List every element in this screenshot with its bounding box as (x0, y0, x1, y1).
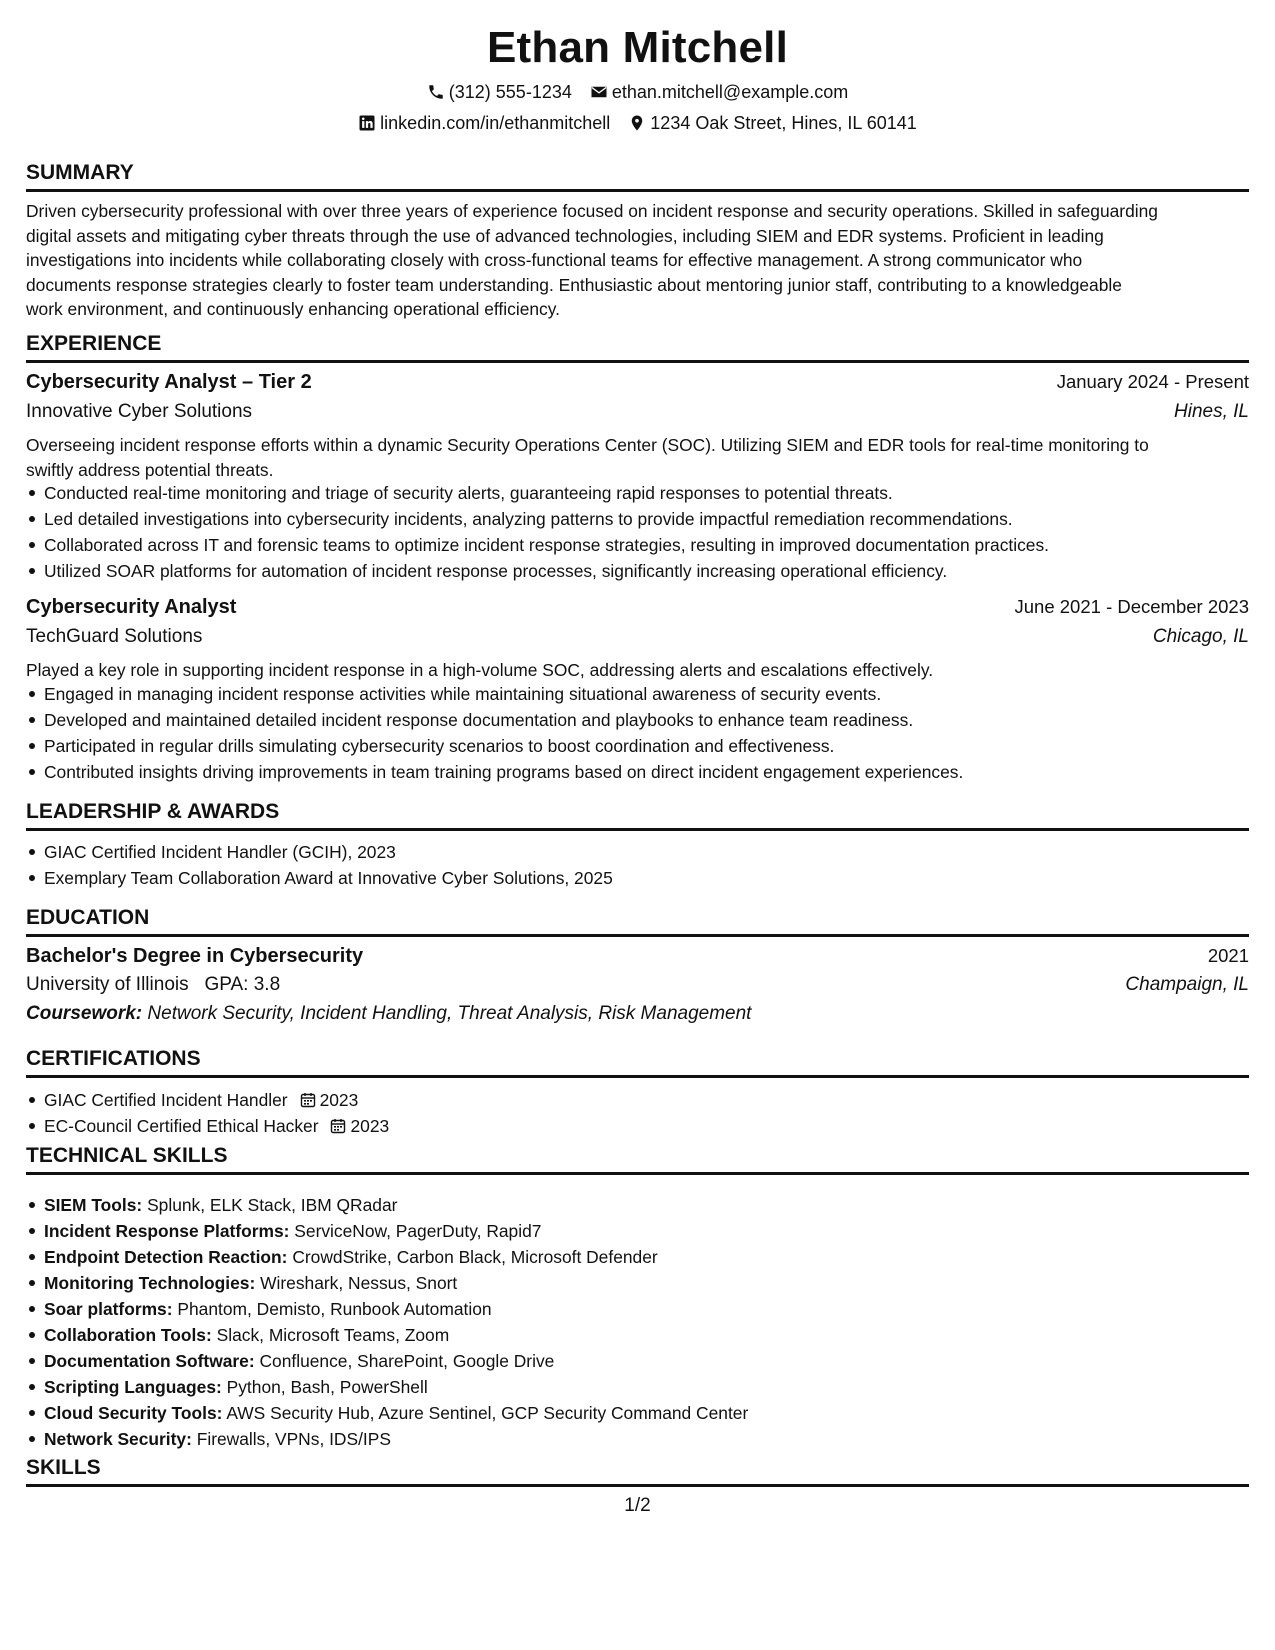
email-link[interactable]: ethan.mitchell@example.com (611, 82, 849, 102)
technical-skills-list (26, 1192, 1249, 1452)
phone-contact (427, 80, 572, 104)
skill-value: Confluence, SharePoint, Google Drive (259, 1351, 555, 1371)
award-item: GIAC Certified Incident Handler (GCIH), 2023 (26, 839, 1249, 865)
job-description-line: Played a key role in supporting incident response in a high-volume SOC, addressing alerts and escalations effectively. (26, 660, 934, 680)
summary-text (26, 199, 1249, 322)
job-description (26, 433, 1249, 482)
skill-item (26, 1400, 1249, 1426)
skill-label: Documentation Software: (44, 1351, 255, 1371)
graduation-year: 2021 (1207, 945, 1249, 966)
job-title: Cybersecurity Analyst – Tier 2 (26, 371, 312, 393)
certifications-list (26, 1087, 1249, 1139)
contact-row-2 (26, 111, 1249, 135)
skill-item (26, 1348, 1249, 1374)
phone-icon (427, 83, 445, 101)
certification-name: EC-Council Certified Ethical Hacker (44, 1116, 319, 1136)
summary-line: digital assets and mitigating cyber threats through the use of advanced technologies, including SIEM and EDR systems. Proficient in leading (26, 225, 1104, 246)
address-contact (628, 111, 917, 135)
experience-heading: EXPERIENCE (26, 331, 1249, 363)
coursework-label: Coursework: (26, 1003, 143, 1024)
candidate-name: Ethan Mitchell (486, 23, 789, 72)
skill-value: Python, Bash, PowerShell (226, 1377, 428, 1397)
job-description (26, 658, 1249, 683)
skill-value: CrowdStrike, Carbon Black, Microsoft Defender (292, 1247, 658, 1267)
skill-item (26, 1244, 1249, 1270)
gpa: GPA: 3.8 (204, 974, 281, 995)
job-company: Innovative Cyber Solutions (26, 401, 253, 422)
job-location: Hines, IL (1174, 401, 1249, 422)
job-dates: January 2024 - Present (1056, 371, 1249, 392)
calendar-icon (330, 1118, 346, 1134)
skills-heading: SKILLS (26, 1455, 1249, 1487)
skill-label: Cloud Security Tools: (44, 1403, 223, 1423)
job-bullet: Conducted real-time monitoring and triage of security alerts, guaranteeing rapid responses to potential threats. (26, 480, 1249, 506)
skill-value: AWS Security Hub, Azure Sentinel, GCP Security Command Center (226, 1403, 749, 1423)
certification-year: 2023 (319, 1090, 359, 1110)
skill-value: Splunk, ELK Stack, IBM QRadar (147, 1195, 398, 1215)
summary-heading: SUMMARY (26, 160, 1249, 192)
school-name: University of Illinois (26, 974, 189, 995)
summary-line: investigations into incidents while collaborating closely with cross-functional teams for effective management. A strong communicator who (26, 250, 1083, 270)
certification-item (26, 1087, 1249, 1113)
job-description-line: Overseeing incident response efforts within a dynamic Security Operations Center (SOC). Utilizing SIEM and EDR tools for real-time monitoring to (26, 435, 1149, 455)
leadership-heading: LEADERSHIP & AWARDS (26, 799, 1249, 831)
skill-item (26, 1426, 1249, 1452)
skill-label: Endpoint Detection Reaction: (44, 1247, 288, 1267)
resume-page (26, 0, 1249, 1650)
job-description-line: swiftly address potential threats. (26, 459, 274, 480)
school-line (26, 972, 280, 998)
skill-label: Scripting Languages: (44, 1377, 222, 1397)
certification-year: 2023 (350, 1116, 390, 1136)
summary-line: work environment, and continuously enhancing operational efficiency. (26, 299, 560, 319)
skill-item (26, 1296, 1249, 1322)
certification-item (26, 1113, 1249, 1139)
job-bullets (26, 681, 1249, 785)
degree-title: Bachelor's Degree in Cybersecurity (26, 945, 364, 967)
award-item: Exemplary Team Collaboration Award at Innovative Cyber Solutions, 2025 (26, 865, 1249, 891)
job-bullet: Contributed insights driving improvements in team training programs based on direct incident engagement experiences. (26, 759, 1249, 785)
skill-label: Incident Response Platforms: (44, 1221, 290, 1241)
linkedin-link[interactable]: linkedin.com/in/ethanmitchell (380, 113, 611, 133)
job-bullet: Utilized SOAR platforms for automation of incident response processes, significantly increasing operational efficiency. (26, 558, 1249, 584)
summary-line: Driven cybersecurity professional with over three years of experience focused on incident response and security operations. Skilled in safeguarding (26, 201, 1158, 221)
job-company: TechGuard Solutions (26, 626, 203, 647)
calendar-icon (300, 1092, 316, 1108)
linkedin-icon (358, 114, 376, 132)
skill-value: ServiceNow, PagerDuty, Rapid7 (294, 1221, 542, 1241)
leadership-list (26, 839, 1249, 891)
job-bullet: Collaborated across IT and forensic teams to optimize incident response strategies, resulting in improved documentation practices. (26, 532, 1249, 558)
skill-label: Monitoring Technologies: (44, 1273, 256, 1293)
school-location: Champaign, IL (1125, 974, 1249, 995)
skill-label: Soar platforms: (44, 1299, 173, 1319)
job-bullet: Participated in regular drills simulating cybersecurity scenarios to boost coordination and effectiveness. (26, 733, 1249, 759)
skill-value: Slack, Microsoft Teams, Zoom (216, 1325, 450, 1345)
envelope-icon (590, 83, 608, 101)
job-bullet: Led detailed investigations into cybersecurity incidents, analyzing patterns to provide impactful remediation recommendations. (26, 506, 1249, 532)
job-bullets (26, 480, 1249, 584)
skill-value: Wireshark, Nessus, Snort (260, 1273, 458, 1293)
skill-value: Firewalls, VPNs, IDS/IPS (196, 1429, 391, 1449)
certification-name: GIAC Certified Incident Handler (44, 1090, 288, 1110)
skill-item (26, 1218, 1249, 1244)
map-pin-icon (628, 114, 646, 132)
job-dates: June 2021 - December 2023 (1014, 596, 1249, 617)
skill-value: Phantom, Demisto, Runbook Automation (177, 1299, 492, 1319)
job-bullet: Developed and maintained detailed incident response documentation and playbooks to enhance team readiness. (26, 707, 1249, 733)
summary-line: documents response strategies clearly to foster team understanding. Enthusiastic about mentoring junior staff, contributing to a knowledgeable (26, 274, 1122, 295)
skill-item (26, 1192, 1249, 1218)
skill-item (26, 1374, 1249, 1400)
job-bullet: Engaged in managing incident response activities while maintaining situational awareness of security events. (26, 681, 1249, 707)
email-contact[interactable] (590, 80, 848, 104)
phone-text: (312) 555-1234 (448, 82, 572, 102)
certifications-heading: CERTIFICATIONS (26, 1046, 1249, 1078)
coursework-list: Network Security, Incident Handling, Threat Analysis, Risk Management (147, 1003, 752, 1024)
coursework-line (26, 1001, 751, 1027)
linkedin-contact[interactable] (358, 111, 610, 135)
skill-label: Collaboration Tools: (44, 1325, 212, 1345)
technical-skills-heading: TECHNICAL SKILLS (26, 1143, 1249, 1175)
skill-item (26, 1270, 1249, 1296)
skill-label: Network Security: (44, 1429, 192, 1449)
page-number: 1/2 (624, 1495, 651, 1516)
education-heading: EDUCATION (26, 905, 1249, 937)
skill-label: SIEM Tools: (44, 1195, 143, 1215)
job-title: Cybersecurity Analyst (26, 596, 237, 618)
contact-row-1 (26, 80, 1249, 104)
address-text: 1234 Oak Street, Hines, IL 60141 (650, 113, 917, 133)
skill-item (26, 1322, 1249, 1348)
job-location: Chicago, IL (1152, 626, 1249, 647)
